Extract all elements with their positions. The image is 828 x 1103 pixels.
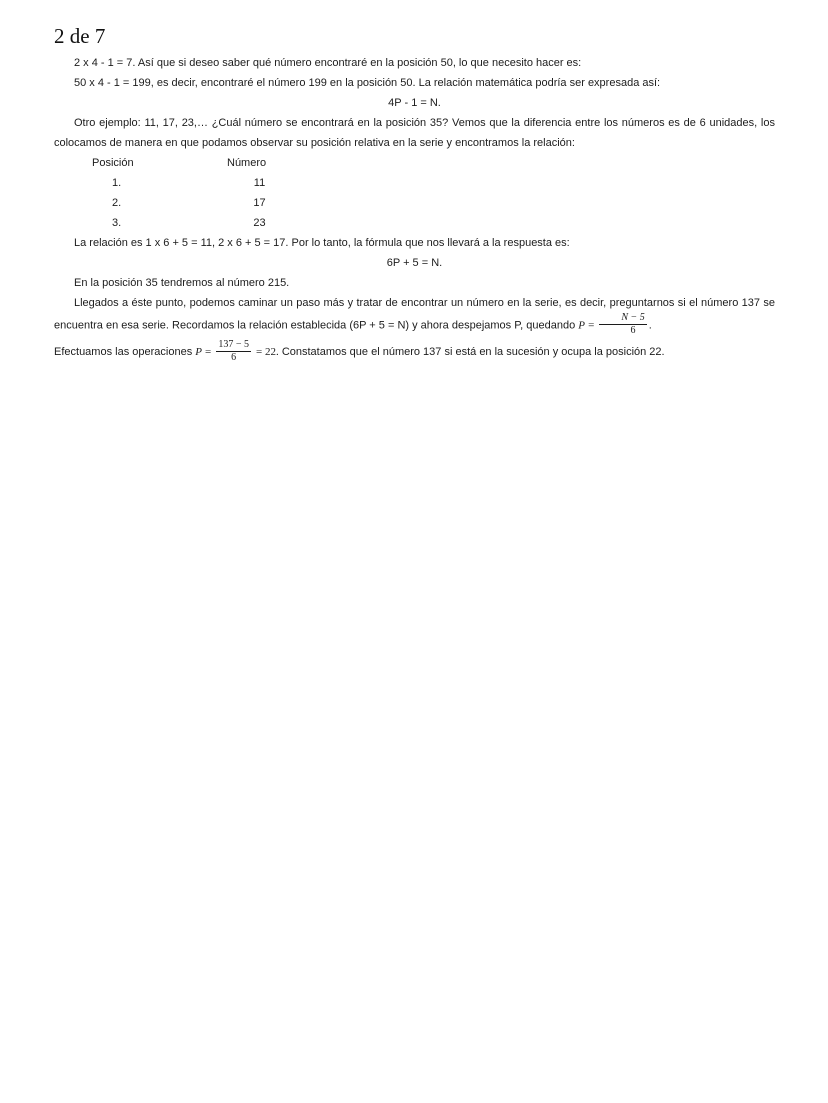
table-cell-number: 11 — [253, 177, 266, 189]
formula-4p-minus-1: 4P - 1 = N. — [388, 97, 441, 109]
math-period: . — [648, 319, 652, 332]
table-row — [92, 213, 307, 233]
fraction-denominator: 6 — [630, 325, 636, 336]
table-cell-position: 2. — [112, 197, 122, 209]
paragraph-4: La relación es 1 x 6 + 5 = 11, 2 x 6 + 5 = 17. Por lo tanto, la fórmula que nos llevará a la respuesta es: — [74, 237, 570, 249]
paragraph-7-tail: Constatamos que el número 137 si está en la sucesión y ocupa la posición 22. — [281, 346, 665, 358]
fraction-denominator: 6 — [231, 351, 237, 363]
paragraph-3: Otro ejemplo: 11, 17, 23,… ¿Cuál número se encontrará en la posición 35? Vemos que la diferencia entre los números es de 6 unidades, los colocamos de manera en que podamos observar su posición relativa en la serie y encontramos la relación: — [54, 117, 775, 149]
position-number-table — [92, 153, 307, 233]
math-result: = 22. — [256, 346, 279, 358]
fraction-n-minus-5-over-6 — [599, 312, 646, 337]
table-cell-position: 3. — [112, 217, 122, 229]
paragraph-6-text: Llegados a éste punto, podemos caminar un paso más y tratar de encontrar un número en la serie, es decir, preguntarnos si el número 137 se encuentra en esa serie. Recordamos la relación establecida (6P + 5 = N) y ahora despejamos P, quedando — [54, 297, 775, 332]
table-row — [92, 193, 307, 213]
math-variable-p: P — [578, 319, 585, 332]
table-cell-number: 17 — [253, 197, 266, 209]
formula-6p-plus-5: 6P + 5 = N. — [386, 257, 443, 269]
math-equals: = — [588, 319, 595, 332]
table-header-number: Número — [227, 157, 267, 169]
table-header-row — [92, 153, 307, 173]
fraction-numerator: 137 − 5 — [218, 338, 249, 350]
paragraph-5: En la posición 35 tendremos al número 215. — [74, 277, 290, 289]
document-body — [54, 53, 775, 366]
paragraph-7-text: Efectuamos las operaciones — [54, 346, 193, 358]
table-header-position: Posición — [92, 157, 134, 169]
table-cell-number: 23 — [253, 217, 266, 229]
paragraph-6 — [54, 293, 775, 338]
math-variable-p: P — [195, 346, 202, 358]
table-row — [92, 173, 307, 193]
paragraph-1: 2 x 4 - 1 = 7. Así que si deseo saber qué número encontraré en la posición 50, lo que necesito hacer es: — [74, 57, 582, 69]
table-cell-position: 1. — [112, 177, 122, 189]
page-indicator: 2 de 7 — [54, 24, 106, 48]
paragraph-2: 50 x 4 - 1 = 199, es decir, encontraré el número 199 en la posición 50. La relación matemática podría ser expresada así: — [74, 77, 661, 89]
fraction-numerator: N − 5 — [599, 312, 646, 325]
paragraph-7 — [54, 338, 775, 366]
math-equals: = — [205, 346, 212, 358]
fraction-137-minus-5-over-6 — [216, 339, 251, 364]
